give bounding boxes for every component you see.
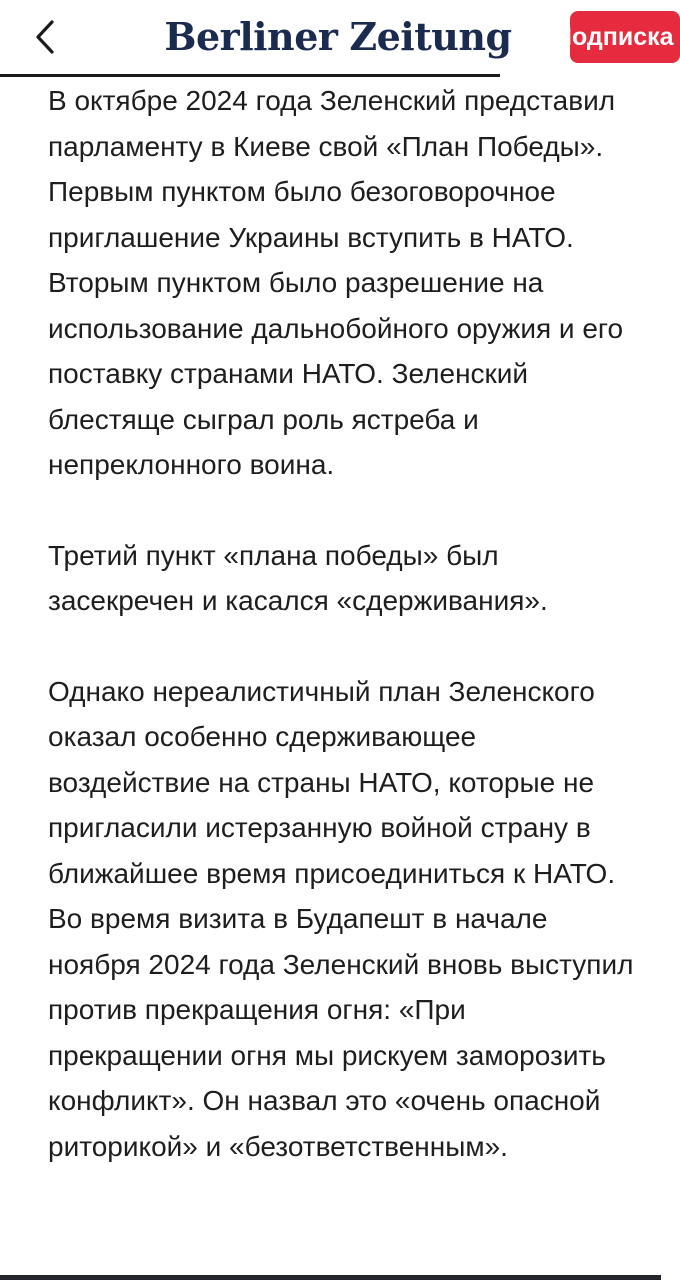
logo-word-right: Zeitung: [349, 13, 512, 59]
header-divider: [0, 74, 500, 77]
berliner-zeitung-logo[interactable]: [164, 4, 512, 68]
top-bar: [0, 0, 674, 76]
chevron-left-icon: [32, 17, 58, 57]
bottom-navigation-edge: [0, 1275, 661, 1280]
subscribe-button[interactable]: Подписка: [570, 11, 680, 63]
article-paragraph: Однако нереалистичный план Зеленского оказал особенно сдерживающее воздействие на страны НАТО, которые не пригласили истерзанную войной страну в ближайшее время присоединиться к НАТО. Во время визита в Будапешт в начале ноября 2024 года Зеленский вновь выступил против прекращения огня: «При прекращении огня мы рискуем заморозить конфликт». Он назвал это «очень опасной риторикой» и «безответственным».: [48, 675, 634, 1162]
logo-word-left: Berliner: [164, 13, 338, 59]
article-body: [48, 78, 638, 1214]
article-paragraph: Третий пункт «плана победы» был засекречен и касался «сдерживания».: [48, 539, 548, 616]
back-button[interactable]: [22, 12, 68, 62]
article-paragraph: В октябре 2024 года Зеленский представил парламенту в Киеве свой «План Победы». Первым пунктом было безоговорочное приглашение Украины вступить в НАТО. Вторым пунктом было разрешение на использование дальнобойного оружия и его поставку странами НАТО. Зеленский блестяще сыграл роль ястреба и непреклонного воина.: [48, 85, 624, 480]
